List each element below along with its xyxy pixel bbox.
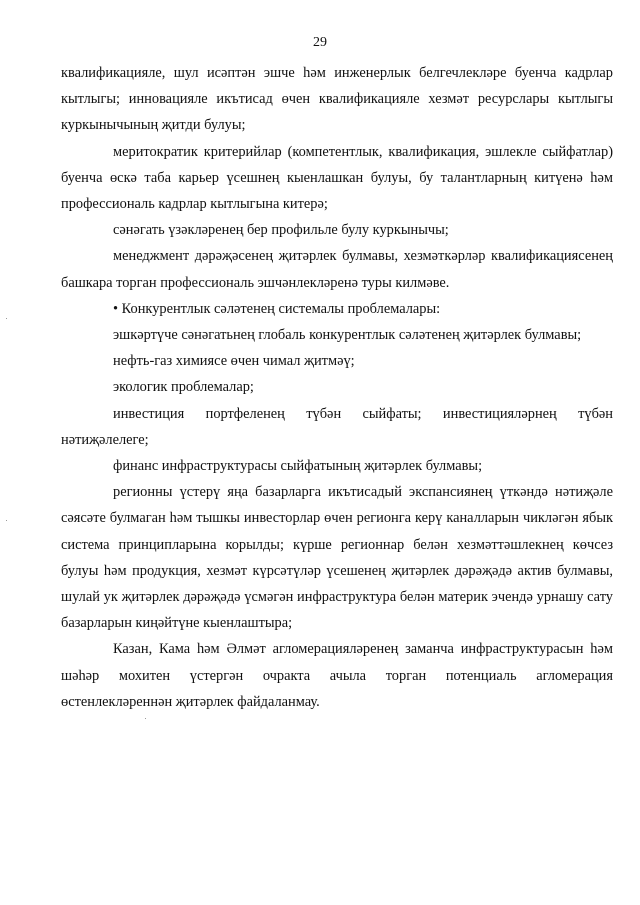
scan-mark bbox=[145, 718, 146, 719]
paragraph-manufacturing: эшкәртүче сәнәгатьнең глобаль конкурентлык сәләтенең җитәрлек булмавы; bbox=[113, 327, 582, 344]
page-body bbox=[61, 60, 613, 715]
scan-mark bbox=[6, 520, 7, 521]
paragraph-qualification: квалификацияле, шул исәптән эшче һәм инженерлык белгечлекләре буенча кадрлар кытлыгы; инновацияле икътисад өчен квалификацияле хезмәт ресурслары кытлыгы куркынычының җитди булуы; bbox=[61, 65, 613, 134]
paragraph-agglomerations: Казан, Кама һәм Әлмәт агломерацияләренең заманча инфраструктурасын һәм шәһәр мохитен үстергән очракта ачыла торган потенциаль агломерация өстенлекләреннән җитәрлек файдаланмау. bbox=[61, 641, 613, 710]
paragraph-investment: инвестиция портфеленең түбән сыйфаты; инвестицияләрнең түбән нәтиҗәлелеге; bbox=[61, 405, 613, 448]
section-heading-competitiveness: • Конкурентлык сәләтенең системалы проблемалары: bbox=[113, 300, 441, 317]
paragraph-management-level: менеджмент дәрәҗәсенең җитәрлек булмавы, хезмәткәрләр квалификациясенең башкара торган профессиональ эшчәнлекләренә туры килмәве. bbox=[61, 248, 613, 291]
paragraph-finance-infrastructure: финанс инфраструктурасы сыйфатының җитәрлек булмавы; bbox=[113, 458, 483, 475]
scan-mark bbox=[6, 318, 7, 319]
paragraph-petrochemicals: нефть-газ химиясе өчен чимал җитмәү; bbox=[113, 353, 355, 370]
paragraph-ecology: экологик проблемалар; bbox=[113, 379, 254, 396]
paragraph-meritocratic-criteria: меритократик критерийлар (компетентлык, квалификация, эшлекле сыйфатлар) буенча өскә таба карьер үсешнең кыенлашкан булуы, бу талантларның китүенә һәм профессиональ кадрлар кытлыгына китерә; bbox=[61, 143, 613, 213]
paragraph-regional-development: регионны үстерү яңа базарларга икътисадый экспансиянең үткәндә нәтиҗәле сәясәте булмаган һәм тышкы инвесторлар өчен регионга керү каналларын чикләгән ябык система принципларына корылды; күрше регионнар белән хезмәттәшлекнең көчсез булуы һәм продукция, хезмәт күрсәтүләр үсешенең җитәрлек дәрәҗәдә актив булмавы, шулай ук җитәрлек дәрәҗәдә үсмәгән инфраструктура белән материк эчендә урнашу сату базарларын киңәйтүне кыенлаштыра; bbox=[61, 484, 613, 632]
page-number: 29 bbox=[313, 35, 327, 50]
paragraph-industrial-centers: сәнәгать үзәкләренең бер профильле булу куркынычы; bbox=[113, 222, 449, 239]
